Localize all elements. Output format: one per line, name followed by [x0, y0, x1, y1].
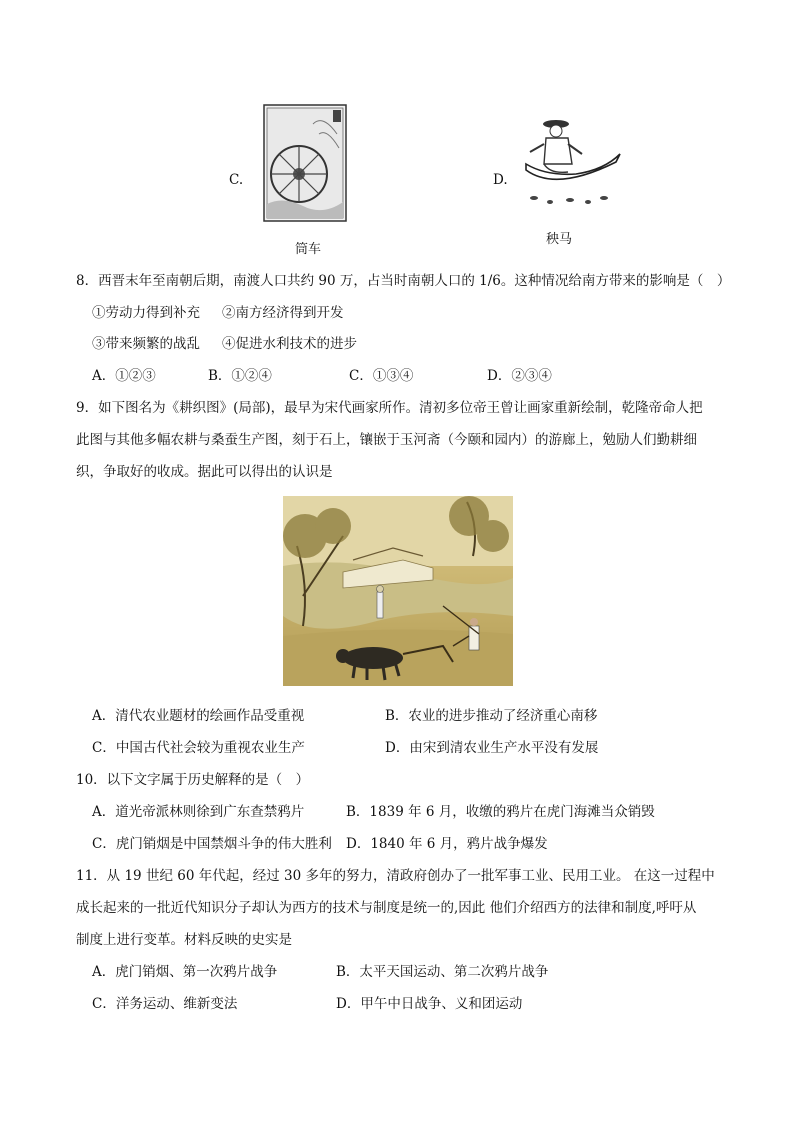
q10-stem: 10．以下文字属于历史解释的是（ ） — [76, 772, 310, 788]
q11-line-3: 制度上进行变革。材料反映的史实是 — [76, 932, 292, 948]
q10-option-d[interactable]: D．1840 年 6 月，鸦片战争爆发 — [346, 836, 548, 852]
q8-stem: 8．西晋末年至南朝后期，南渡人口共约 90 万，占当时南朝人口的 1/6。这种情况给南方带来的影响是（ ） — [76, 273, 731, 289]
q8-option-b[interactable]: B．①②④ — [208, 368, 272, 384]
q9-line-2: 此图与其他多幅农耕与桑蚕生产图，刻于石上，镶嵌于玉河斋（今颐和园内）的游廊上，勉励人们勤耕细 — [76, 432, 697, 448]
option-d-label: D. — [493, 172, 508, 188]
q10-option-b[interactable]: B．1839 年 6 月，收缴的鸦片在虎门海滩当众销毁 — [346, 804, 655, 820]
q9-option-d[interactable]: D．由宋到清农业生产水平没有发展 — [385, 740, 599, 756]
q9-option-a[interactable]: A．清代农业题材的绘画作品受重视 — [92, 708, 305, 724]
q11-option-d[interactable]: D．甲午中日战争、义和团运动 — [336, 996, 523, 1012]
q8-item-4: ④促进水利技术的进步 — [222, 336, 357, 352]
option-d-caption: 秧马 — [546, 232, 573, 247]
q8-item-3: ③带来频繁的战乱 — [92, 336, 200, 352]
q8-item-1: ①劳动力得到补充 — [92, 305, 200, 321]
q11-option-a[interactable]: A．虎门销烟、第一次鸦片战争 — [92, 964, 278, 980]
q8-item-2: ②南方经济得到开发 — [222, 305, 344, 321]
option-c-label: C. — [229, 172, 244, 188]
q8-option-d[interactable]: D．②③④ — [487, 368, 552, 384]
q9-line-3: 织，争取好的收成。据此可以得出的认识是 — [76, 464, 333, 480]
q11-line-2: 成长起来的一批近代知识分子却认为西方的技术与制度是统一的,因此 他们介绍西方的法律和制度,呼吁从 — [76, 900, 697, 916]
option-c-caption: 筒车 — [295, 242, 322, 257]
q9-option-b[interactable]: B．农业的进步推动了经济重心南移 — [385, 708, 598, 724]
q11-option-b[interactable]: B．太平天国运动、第二次鸦片战争 — [336, 964, 549, 980]
q8-option-c[interactable]: C．①③④ — [349, 368, 414, 384]
water-wheel-image — [263, 104, 347, 222]
q11-line-1: 11．从 19 世纪 60 年代起，经过 30 多年的努力，清政府创办了一批军事工业、民用工业。 在这一过程中 — [76, 868, 715, 884]
q8-option-a[interactable]: A．①②③ — [92, 368, 156, 384]
plowing-painting-image — [283, 496, 513, 686]
seedling-horse-image — [516, 114, 624, 210]
q9-option-c[interactable]: C．中国古代社会较为重视农业生产 — [92, 740, 305, 756]
q9-line-1: 9．如下图名为《耕织图》(局部)，最早为宋代画家所作。清初多位帝王曾让画家重新绘制，乾隆帝命人把 — [76, 400, 703, 416]
q10-option-a[interactable]: A．道光帝派林则徐到广东查禁鸦片 — [92, 804, 305, 820]
q11-option-c[interactable]: C．洋务运动、维新变法 — [92, 996, 238, 1012]
q10-option-c[interactable]: C．虎门销烟是中国禁烟斗争的伟大胜利 — [92, 836, 332, 852]
